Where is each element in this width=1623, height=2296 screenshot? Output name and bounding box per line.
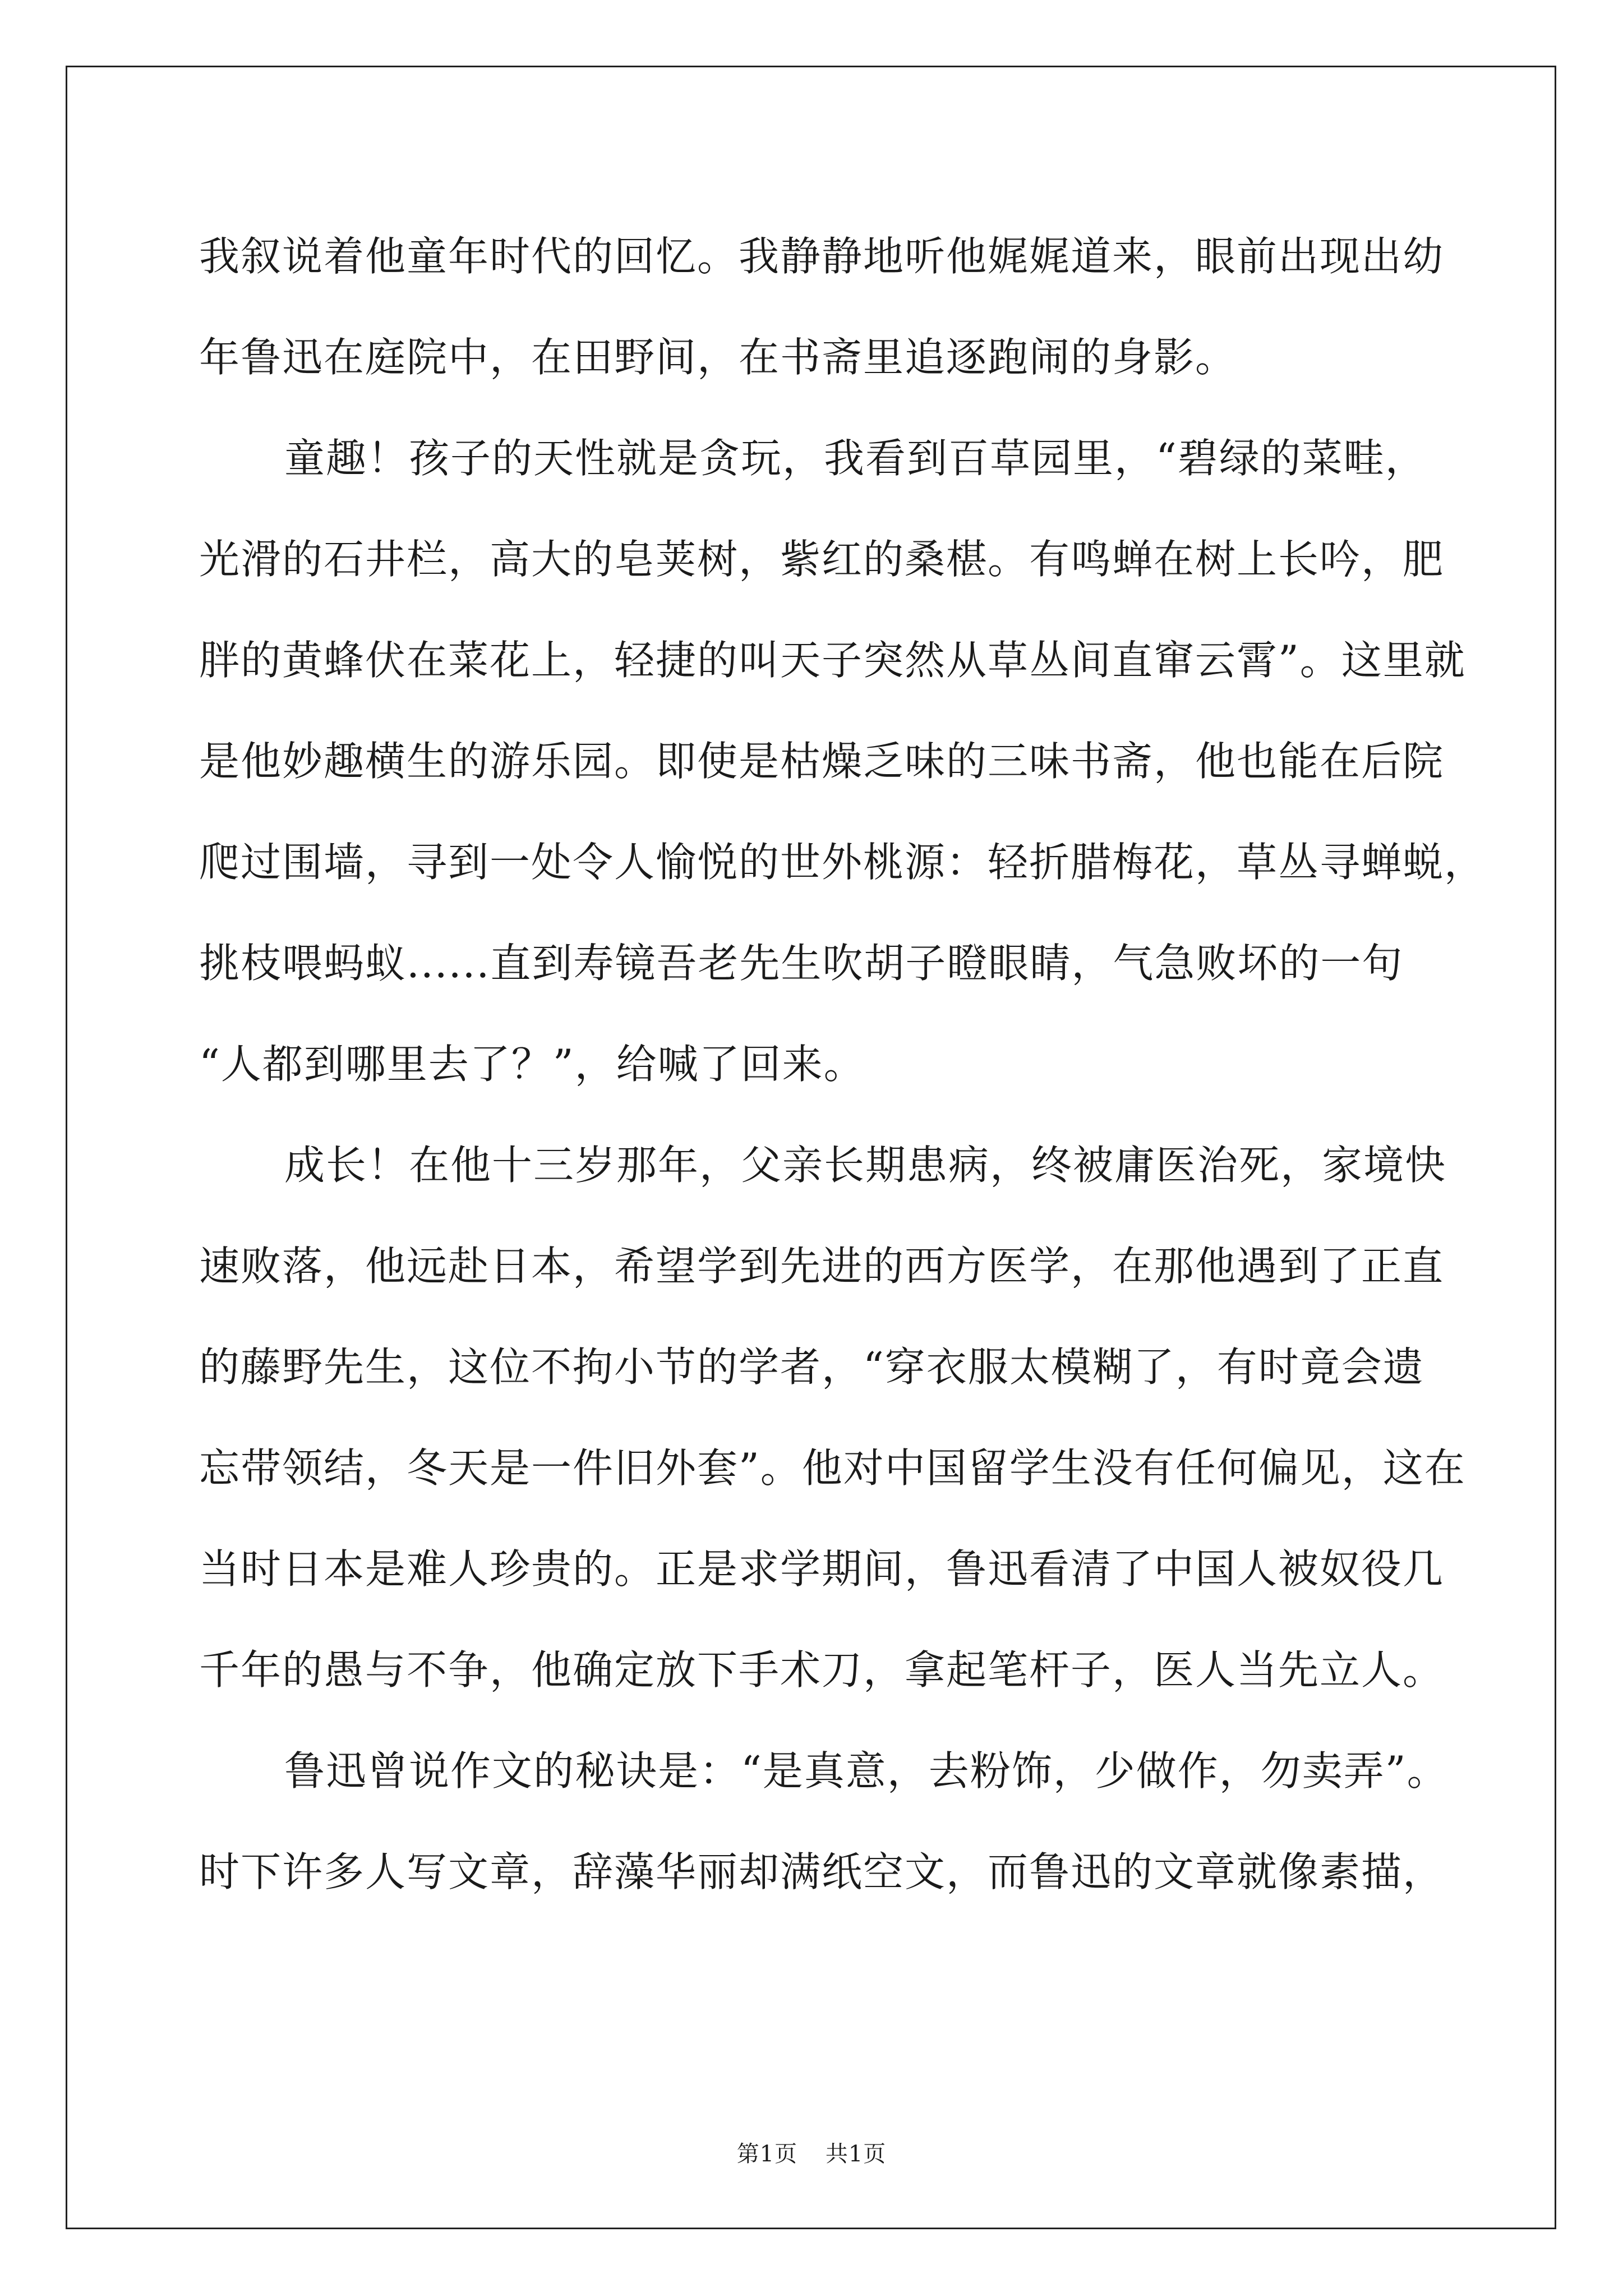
document-body bbox=[199, 222, 1486, 1938]
text-line: 千年的愚与不争，他确定放下手术刀，拿起笔杆子，医人当先立人。 bbox=[199, 1646, 1445, 1694]
text-line: 速败落，他远赴日本，希望学到先进的西方医学，在那他遇到了正直 bbox=[199, 1243, 1445, 1290]
paragraph-start-line: 鲁迅曾说作文的秘诀是：“是真意，去粉饰，少做作，勿卖弄”。 bbox=[284, 1747, 1449, 1795]
text-line: 时下许多人写文章，辞藻华丽却满纸空文，而鲁迅的文章就像素描， bbox=[199, 1848, 1445, 1895]
text-line: 的藤野先生，这位不拘小节的学者，“穿衣服太模糊了，有时竟会遗 bbox=[199, 1343, 1424, 1391]
page-total: 共1页 bbox=[825, 2141, 887, 2167]
text-line: 是他妙趣横生的游乐园。即使是枯燥乏味的三味书斋，他也能在后院 bbox=[199, 738, 1445, 785]
page-footer bbox=[0, 2136, 1623, 2168]
text-line: 胖的黄蜂伏在菜花上，轻捷的叫天子突然从草丛间直窜云霄”。这里就 bbox=[199, 637, 1466, 684]
text-line: 光滑的石井栏，高大的皂荚树，紫红的桑椹。有鸣蝉在树上长吟，肥 bbox=[199, 536, 1445, 583]
text-line: 忘带领结，冬天是一件旧外套”。他对中国留学生没有任何偏见，这在 bbox=[199, 1444, 1466, 1492]
text-line: “人都到哪里去了？”，给喊了回来。 bbox=[199, 1041, 865, 1088]
paragraph-start-line: 成长！在他十三岁那年，父亲长期患病，终被庸医治死，家境快 bbox=[284, 1142, 1447, 1189]
text-line: 年鲁迅在庭院中，在田野间，在书斋里追逐跑闹的身影。 bbox=[199, 334, 1237, 381]
text-line: 我叙说着他童年时代的回忆。我静静地听他娓娓道来，眼前出现出幼 bbox=[199, 233, 1445, 280]
paragraph-start-line: 童趣！孩子的天性就是贪玩，我看到百草园里，“碧绿的菜畦， bbox=[284, 435, 1427, 482]
text-line: 挑枝喂蚂蚁......直到寿镜吾老先生吹胡子瞪眼睛，气急败坏的一句 bbox=[199, 940, 1404, 987]
text-line: 当时日本是难人珍贵的。正是求学期间，鲁迅看清了中国人被奴役几 bbox=[199, 1545, 1445, 1593]
text-line: 爬过围墙，寻到一处令人愉悦的世外桃源：轻折腊梅花，草丛寻蝉蜕， bbox=[199, 839, 1486, 886]
page-number: 第1页 bbox=[736, 2141, 798, 2167]
